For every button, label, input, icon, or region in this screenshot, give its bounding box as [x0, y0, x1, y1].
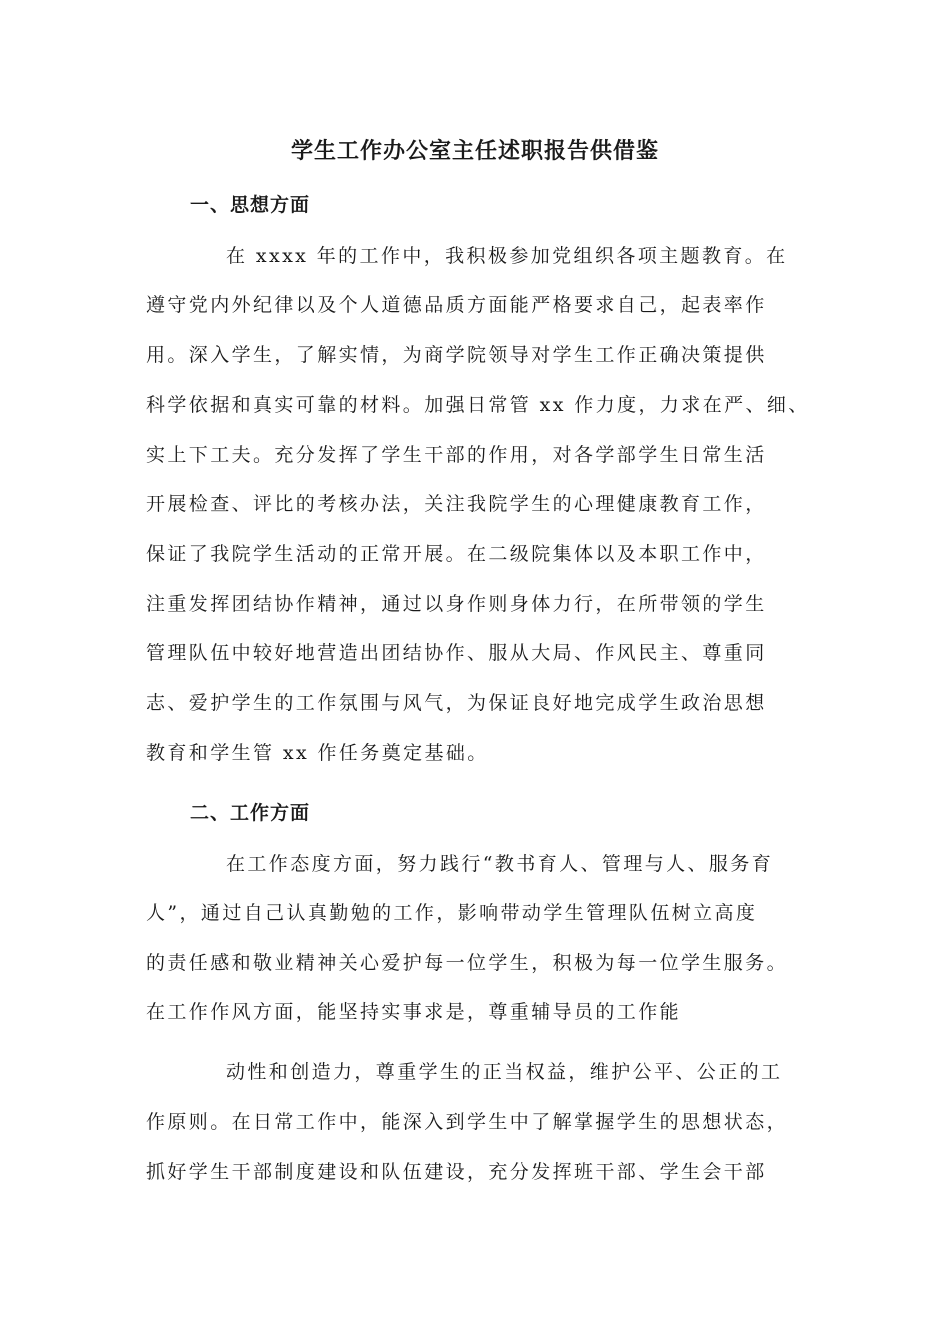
section-heading-thought: 一、思想方面	[190, 194, 311, 216]
document-title: 学生工作办公室主任述职报告供借鉴	[290, 139, 659, 164]
paragraph-line: 用。深入学生，了解实情，为商学院领导对学生工作正确决策提供	[146, 344, 767, 366]
paragraph-line: 在工作作风方面，能坚持实事求是，尊重辅导员的工作能	[146, 1001, 682, 1023]
section-heading-work: 二、工作方面	[190, 802, 311, 824]
paragraph-line: 实上下工夫。充分发挥了学生干部的作用，对各学部学生日常生活	[146, 444, 767, 466]
paragraph-line: 保证了我院学生活动的正常开展。在二级院集体以及本职工作中，	[146, 543, 767, 565]
paragraph-line: 人”，通过自己认真勤勉的工作，影响带动学生管理队伍树立高度	[146, 902, 758, 924]
paragraph-line: 注重发挥团结协作精神，通过以身作则身体力行，在所带领的学生	[146, 593, 767, 615]
paragraph-line: 作原则。在日常工作中，能深入到学生中了解掌握学生的思想状态，	[146, 1111, 789, 1133]
paragraph-line: 遵守党内外纪律以及个人道德品质方面能严格要求自己，起表率作	[146, 294, 767, 316]
paragraph-line: 在工作态度方面，努力践行“教书育人、管理与人、服务育	[226, 853, 774, 875]
paragraph-line: 在 xxxx 年的工作中，我积极参加党组织各项主题教育。在	[226, 245, 788, 267]
paragraph-line: 的责任感和敬业精神关心爱护每一位学生，积极为每一位学生服务。	[146, 952, 789, 974]
paragraph-line: 动性和创造力，尊重学生的正当权益，维护公平、公正的工	[226, 1061, 783, 1083]
paragraph-line: 管理队伍中较好地营造出团结协作、服从大局、作风民主、尊重同	[146, 642, 767, 664]
paragraph-line: 科学依据和真实可靠的材料。加强日常管 xx 作力度，力求在严、细、	[146, 394, 810, 416]
paragraph-line: 开展检查、评比的考核办法，关注我院学生的心理健康教育工作，	[146, 493, 767, 515]
paragraph-line: 抓好学生干部制度建设和队伍建设，充分发挥班干部、学生会干部	[146, 1161, 767, 1183]
paragraph-line: 志、爱护学生的工作氛围与风气，为保证良好地完成学生政治思想	[146, 692, 767, 714]
paragraph-line: 教育和学生管 xx 作任务奠定基础。	[146, 742, 489, 764]
